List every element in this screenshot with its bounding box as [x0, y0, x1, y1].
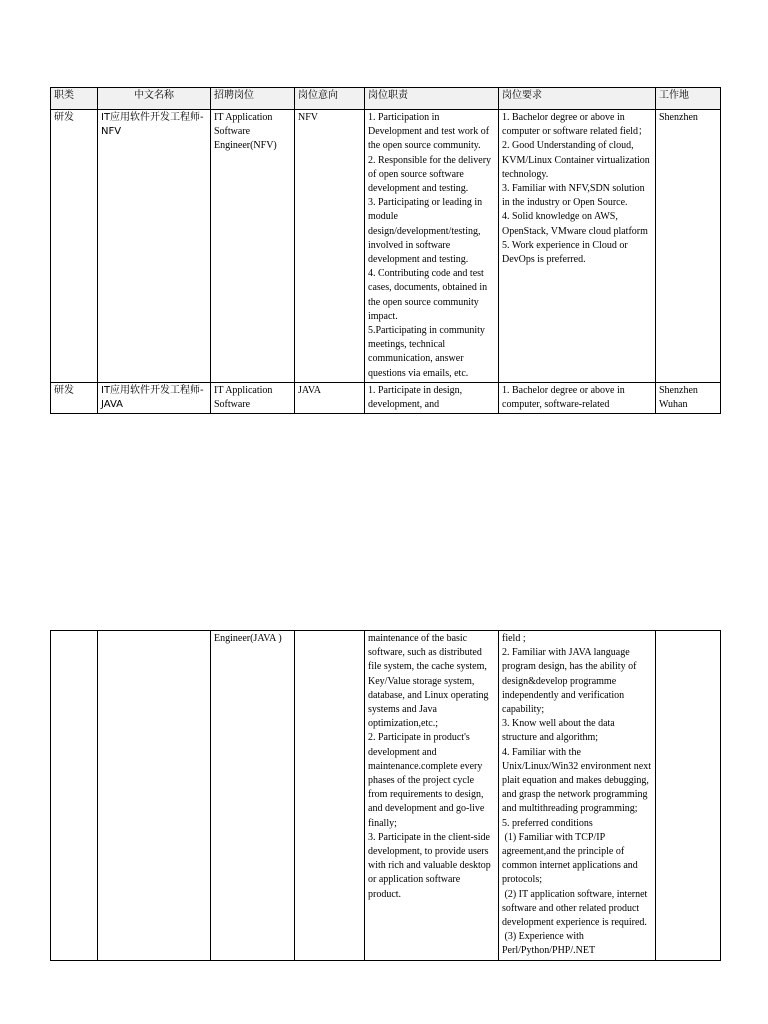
responsibility-item: 3. Participate in the client-side development, to provide users with rich and valuable desktop or application software product. [368, 831, 494, 900]
requirement-item: 2. Good Understanding of cloud, KVM/Linux Container virtualization technology. [502, 140, 653, 180]
responsibility-item: 2. Responsible for the delivery of open source software development and testing. [368, 154, 494, 195]
cell-intention-empty [295, 631, 365, 961]
cell-intention: JAVA [295, 382, 365, 413]
table-row [51, 382, 721, 413]
cell-category-empty [51, 631, 98, 961]
cell-position: Engineer(JAVA ) [211, 631, 295, 961]
cell-position: IT Application Software [211, 382, 295, 413]
responsibility-item: 4. Contributing code and test cases, documents, obtained in the open source community impact. [368, 268, 490, 322]
cell-intention: NFV [295, 110, 365, 383]
location-line: Shenzhen [659, 384, 698, 396]
requirement-item: field ; [502, 633, 526, 644]
header-requirements: 岗位要求 [499, 88, 656, 110]
requirement-item: 4. Familiar with the Unix/Linux/Win32 environment next plait equation and makes debugging, and grasp the network programming and multithreading programming; [502, 746, 654, 815]
cell-category: 研发 [51, 110, 98, 383]
requirement-item: 3. Know well about the data structure and algorithm; [502, 718, 618, 744]
header-responsibilities: 岗位职责 [365, 88, 499, 110]
cell-category: 研发 [51, 382, 98, 413]
requirement-item: 3. Familiar with NFV,SDN solution in the industry or Open Source. [502, 183, 648, 209]
table-header-row [51, 88, 721, 110]
responsibility-item: 5.Participating in community meetings, technical communication, answer questions via emails, etc. [368, 325, 488, 379]
cell-chinese-name: IT应用软件开发工程师-NFV [98, 110, 211, 383]
table-row-continuation [51, 631, 721, 961]
job-table-page-2 [50, 630, 721, 961]
cell-chinese-name: IT应用软件开发工程师-JAVA [98, 382, 211, 413]
requirement-item: (2) IT application software, internet software and other related product development experience is required. [502, 888, 650, 929]
responsibility-item: 3. Participating or leading in module design/development/testing, involved in software development and testing. [368, 197, 485, 266]
requirement-item: 5. preferred conditions [502, 817, 593, 829]
cell-location: Shenzhen [656, 110, 721, 383]
header-location: 工作地 [656, 88, 721, 110]
cell-responsibilities [365, 110, 499, 383]
requirement-item: 4. Solid knowledge on AWS, OpenStack, VMware cloud platform [502, 211, 648, 237]
cell-responsibilities: 1. Participate in design, development, and [365, 382, 499, 413]
responsibility-item: 2. Participate in product's development and maintenance.complete every phases of the project cycle from requirements to design, and development and go-live finally; [368, 732, 487, 829]
responsibility-item: 1. Participation in Development and test work of the open source community. [368, 112, 492, 152]
cell-requirements [499, 110, 656, 383]
cell-location [656, 382, 721, 413]
requirement-item: 1. Bachelor degree or above in computer or software related field； [502, 112, 649, 138]
header-chinese-name: 中文名称 [98, 88, 211, 110]
header-position: 招聘岗位 [211, 88, 295, 110]
job-table-page-1 [50, 87, 721, 414]
responsibility-item: maintenance of the basic software, such as distributed file system, the cache system, Key/Value storage system, database, and Linux operating systems and Java optimization,etc.; [368, 633, 492, 730]
requirement-item: (3) Experience with Perl/Python/PHP/.NET [502, 931, 596, 957]
requirement-item: (1) Familiar with TCP/IP agreement,and the principle of common internet applications and protocols; [502, 831, 641, 886]
cell-requirements [499, 631, 656, 961]
header-category: 职类 [51, 88, 98, 110]
table-row [51, 110, 721, 383]
header-intention: 岗位意向 [295, 88, 365, 110]
cell-requirements: 1. Bachelor degree or above in computer, software-related [499, 382, 656, 413]
cell-location-empty [656, 631, 721, 961]
requirement-item: 5. Work experience in Cloud or DevOps is preferred. [502, 239, 631, 266]
requirement-item: 2. Familiar with JAVA language program design, has the ability of design&develop programme independently and verification capability; [502, 647, 639, 716]
cell-responsibilities [365, 631, 499, 961]
cell-chinese-name-empty [98, 631, 211, 961]
location-line: Wuhan [659, 399, 688, 411]
cell-position: IT Application Software Engineer(NFV) [211, 110, 295, 383]
